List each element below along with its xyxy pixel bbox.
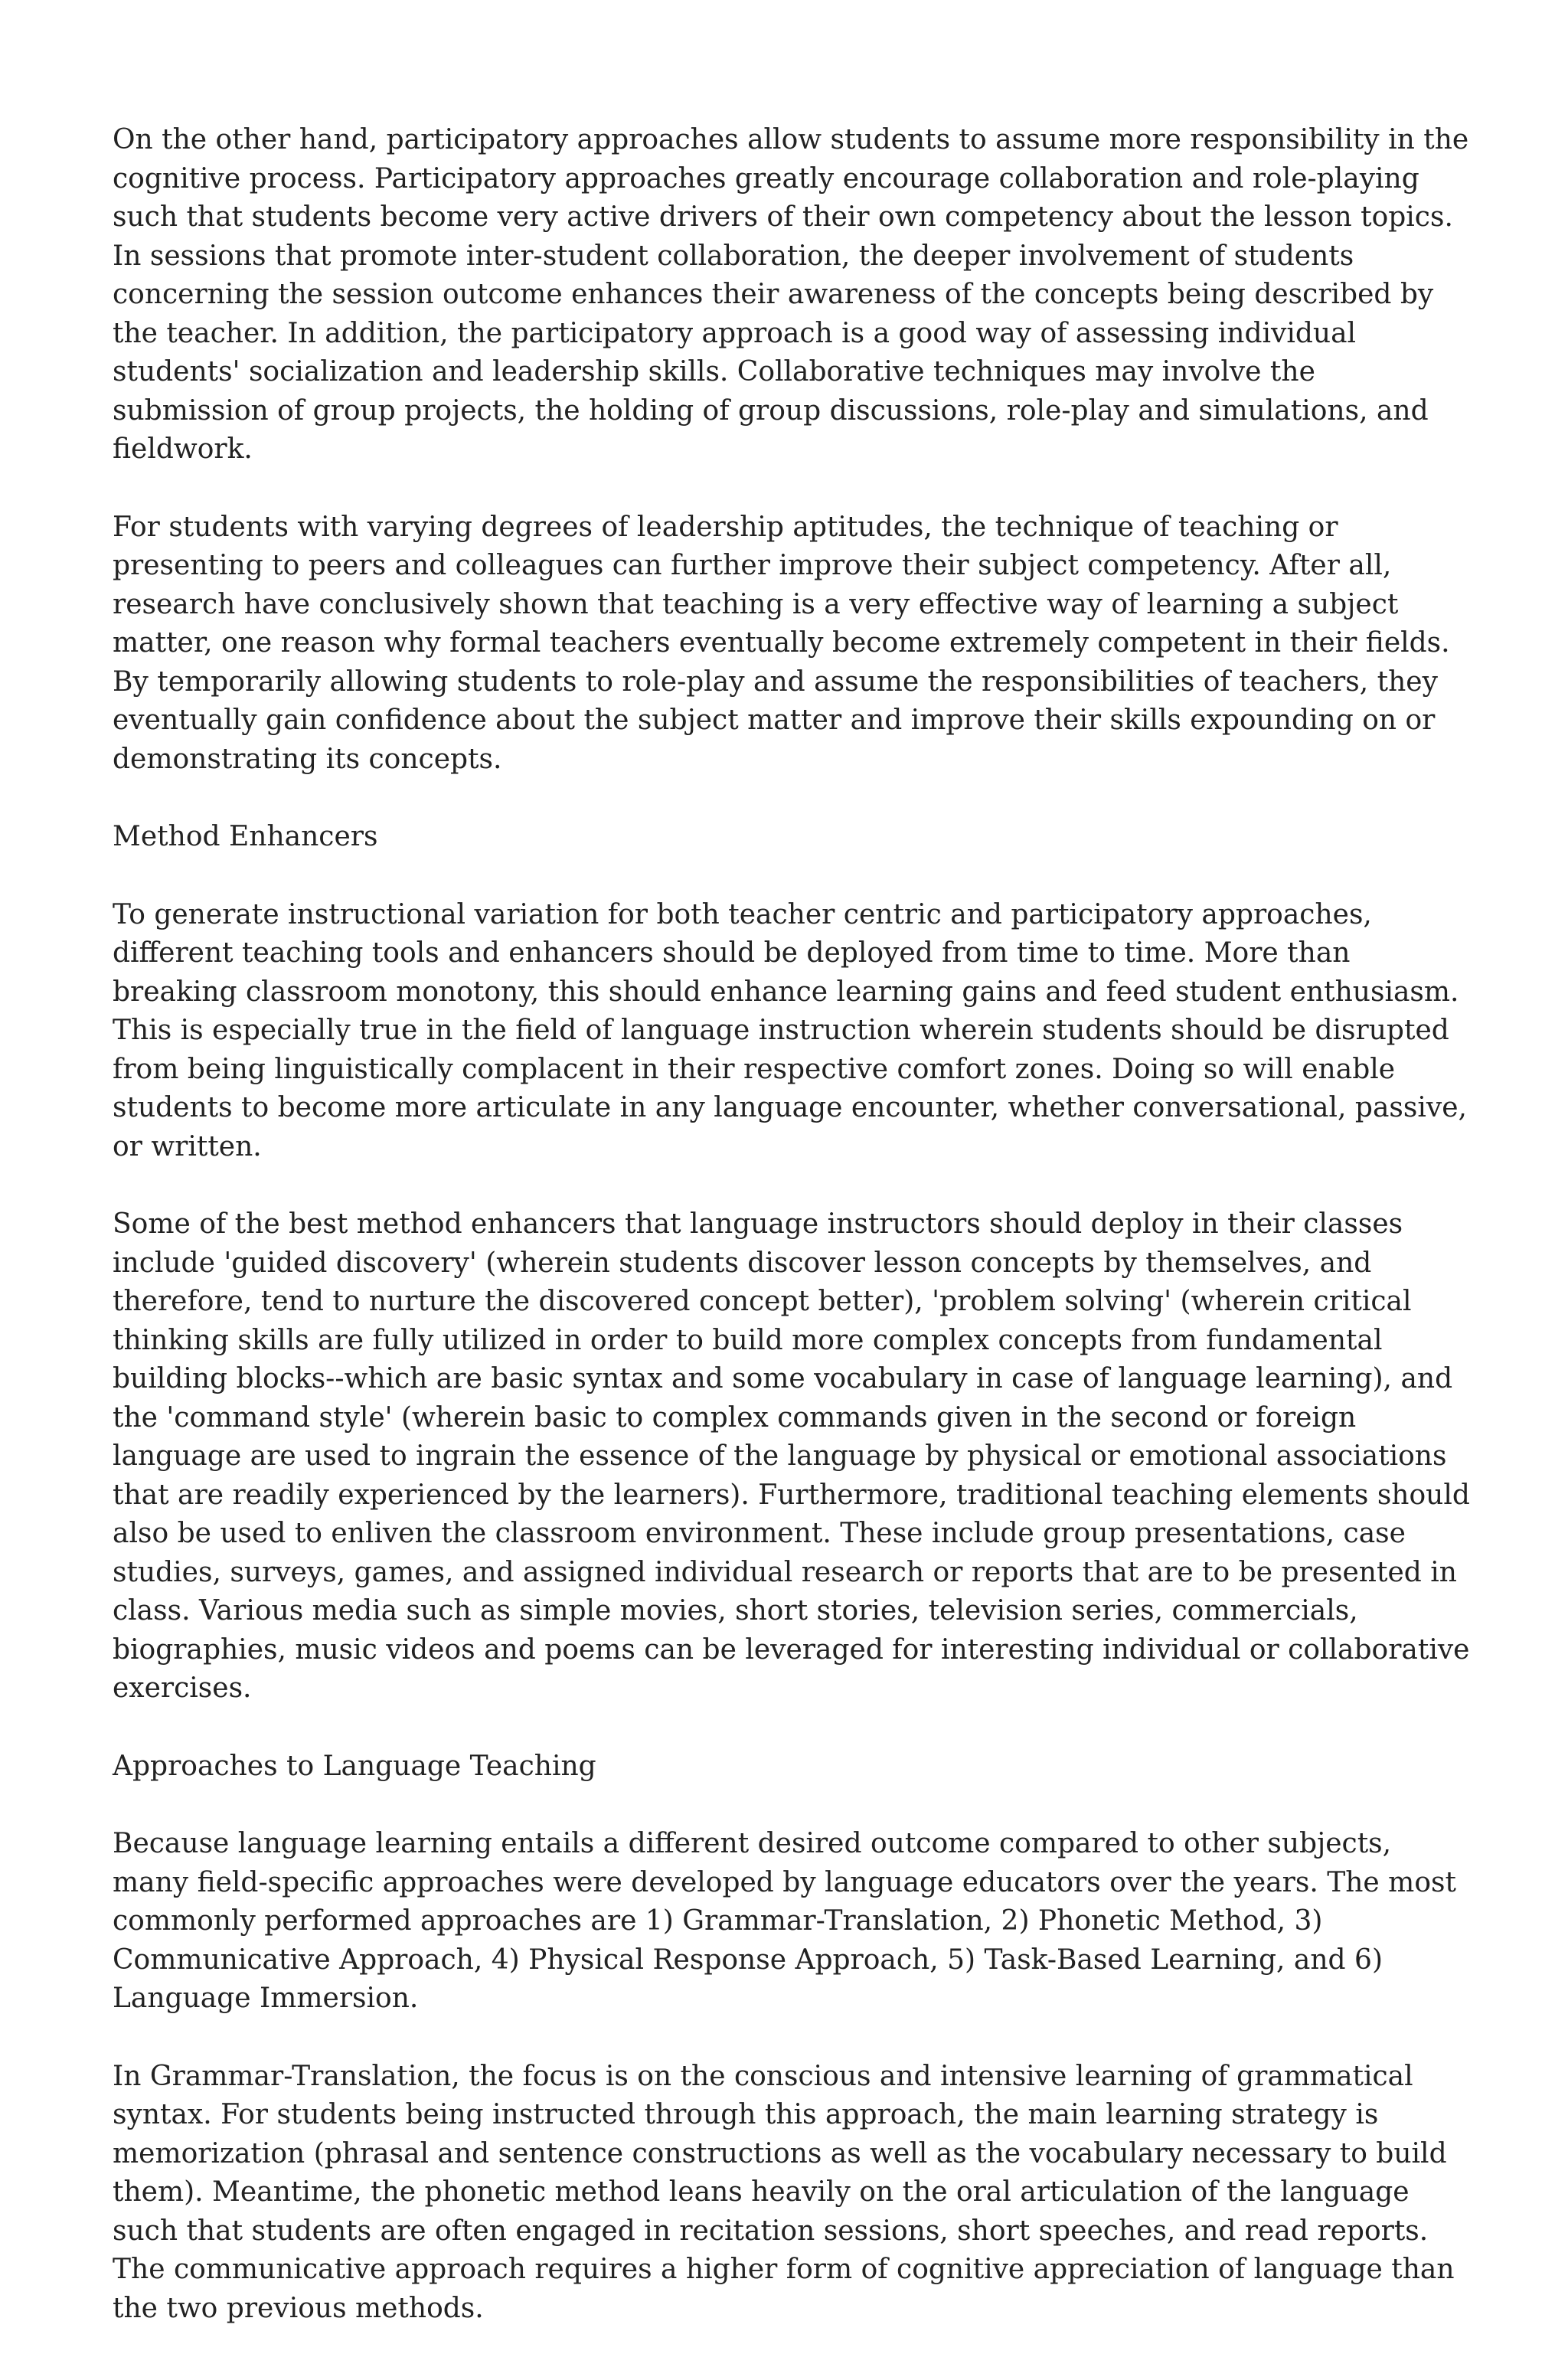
paragraph-best-method-enhancers: Some of the best method enhancers that language instructors should deploy in their classes include 'guided discovery' (wherein students discover lesson concepts by themselves, and therefore, tend to nurture the discovered concept better), 'problem solving' (wherein critical thinking skills are fully utilized in order to build more complex concepts from fundamental building blocks--which are basic syntax and some vocabulary in case of language learning), and the 'command style' (wherein basic to complex commands given in the second or foreign language are used to ingrain the essence of the language by physical or emotional associations that are readily experienced by the learners). Furthermore, traditional teaching elements should also be used to enliven the classroom environment. These include group presentations, case studies, surveys, games, and assigned individual research or reports that are to be presented in class. Various media such as simple movies, short stories, television series, commercials, biographies, music videos and poems can be leveraged for interesting individual or collaborative exercises. bbox=[113, 1208, 1470, 1704]
paragraph-leadership-aptitudes: For students with varying degrees of leadership aptitudes, the technique of teaching or presenting to peers and colleagues can further improve their subject competency. After all, research have conclusively shown that teaching is a very effective way of learning a subject matter, one reason why formal teachers eventually become extremely competent in their fields. By temporarily allowing students to role-play and assume the responsibilities of teachers, they eventually gain confidence about the subject matter and improve their skills expounding on or demonstrating its concepts. bbox=[113, 511, 1450, 775]
paragraph-participatory-approaches: On the other hand, participatory approaches allow students to assume more responsibility in the cognitive process. Participatory approaches greatly encourage collaboration and role-playing such that students become very active drivers of their own competency about the lesson topics. In sessions that promote inter-student collaboration, the deeper involvement of students concerning the session outcome enhances their awareness of the concepts being described by the teacher. In addition, the participatory approach is a good way of assessing individual students' socialization and leadership skills. Collaborative techniques may involve the submission of group projects, the holding of group discussions, role-play and simulations, and fieldwork. bbox=[113, 124, 1469, 465]
document-page bbox=[113, 121, 1475, 2367]
paragraph-grammar-translation: In Grammar-Translation, the focus is on the conscious and intensive learning of grammatical syntax. For students being instructed through this approach, the main learning strategy is memorization (phrasal and sentence constructions as well as the vocabulary necessary to build them). Meantime, the phonetic method leans heavily on the oral articulation of the language such that students are often engaged in recitation sessions, short speeches, and read reports. The communicative approach requires a higher form of cognitive appreciation of language than the two previous methods. bbox=[113, 2060, 1455, 2324]
paragraph-language-learning-approaches: Because language learning entails a different desired outcome compared to other subjects, many field-specific approaches were developed by language educators over the years. The most commonly performed approaches are 1) Grammar-Translation, 2) Phonetic Method, 3) Communicative Approach, 4) Physical Response Approach, 5) Task-Based Learning, and 6) Language Immersion. bbox=[113, 1828, 1456, 2014]
section-heading-approaches: Approaches to Language Teaching bbox=[113, 1750, 596, 1782]
section-heading-method-enhancers: Method Enhancers bbox=[113, 821, 378, 852]
paragraph-instructional-variation: To generate instructional variation for both teacher centric and participatory approaches, different teaching tools and enhancers should be deployed from time to time. More than breaking classroom monotony, this should enhance learning gains and feed student enthusiasm. This is especially true in the field of language instruction wherein students should be disrupted from being linguistically complacent in their respective comfort zones. Doing so will enable students to become more articulate in any language encounter, whether conversational, passive, or written. bbox=[113, 898, 1467, 1162]
